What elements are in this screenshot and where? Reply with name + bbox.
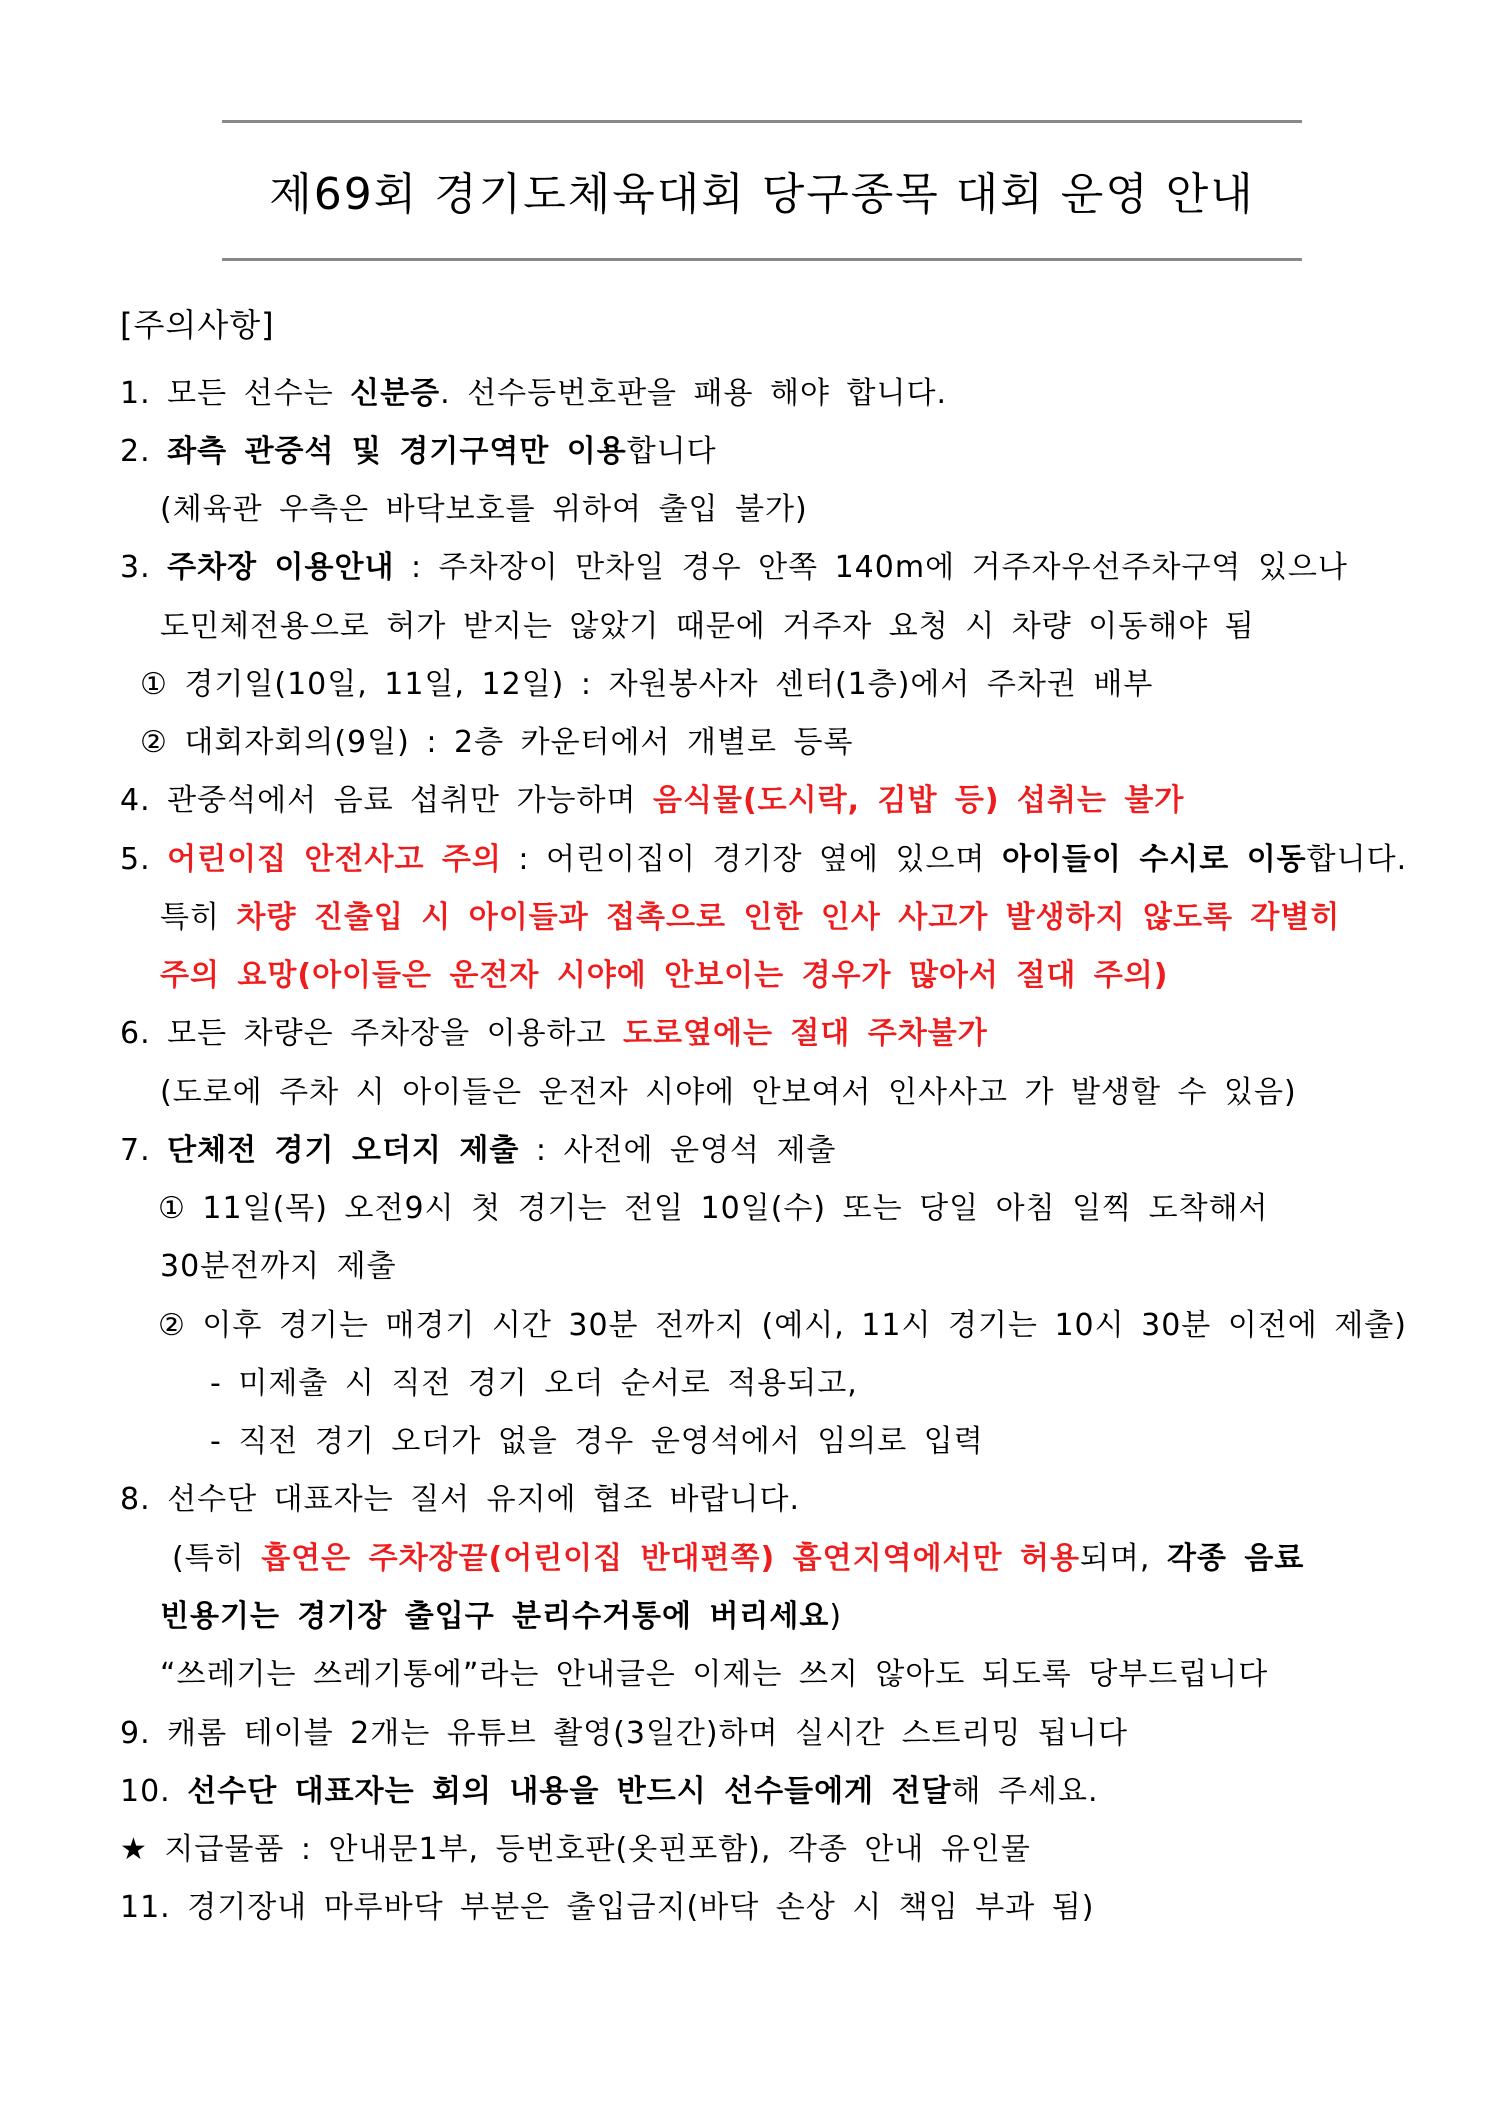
item-8-bold: 각종 음료 (1166, 1541, 1305, 1576)
item-6-red: 도로옆에는 절대 주차불가 (623, 1016, 988, 1051)
item-1-bold: 신분증 (350, 376, 441, 411)
item-9: 9. 캐롬 테이블 2개는 유튜브 촬영(3일간)하며 실시간 스트리밍 됩니다 (120, 1716, 1128, 1751)
item-5 (120, 840, 1407, 880)
item-4 (120, 781, 1184, 821)
item-3-num: 3. (120, 550, 168, 585)
item-10-num: 10. (120, 1774, 188, 1809)
item-7-dash1: - 미제출 시 직전 경기 오더 순서로 적용되고, (210, 1366, 858, 1401)
item-10 (120, 1772, 1098, 1812)
item-7-sub1-cont: 30분전까지 제출 (160, 1249, 397, 1284)
item-5-bold: 아이들이 수시로 이동 (1001, 842, 1307, 877)
item-1-text: 1. 모든 선수는 (120, 376, 351, 411)
item-7-sub1: ① 11일(목) 오전9시 첫 경기는 전일 10일(수) 또는 당일 아침 일찍 도착해서 (158, 1191, 1269, 1226)
item-7-bold: 단체전 경기 오더지 제출 (167, 1133, 520, 1168)
item-8-line3-close: ) (829, 1599, 843, 1634)
item-8: 8. 선수단 대표자는 질서 유지에 협조 바랍니다. (120, 1482, 801, 1517)
item-7-text: : 사전에 운영석 제출 (519, 1133, 837, 1168)
item-3-sub1: ① 경기일(10일, 11일, 12일) : 자원봉사자 센터(1층)에서 주차권 배부 (140, 667, 1154, 702)
item-8-red: 흡연은 주차장끝(어린이집 반대편쪽) 흡연지역에서만 허용 (261, 1541, 1080, 1576)
item-1-text-end: . 선수등번호판을 패용 해야 합니다. (440, 376, 948, 411)
item-7-sub2: ② 이후 경기는 매경기 시간 30분 전까지 (예시, 11시 경기는 10시 30분 이전에 제출) (158, 1308, 1407, 1343)
item-5-line3 (160, 956, 1168, 996)
item-2 (120, 432, 717, 472)
item-6-text: 6. 모든 차량은 주차장을 이용하고 (120, 1016, 624, 1051)
item-2-bold: 좌측 관중석 및 경기구역만 이용 (167, 434, 627, 469)
item-10-text-end: 해 주세요. (951, 1774, 1099, 1809)
item-8-line3-bold: 빈용기는 경기장 출입구 분리수거통에 버리세요 (160, 1599, 830, 1634)
item-5-line2-text: 특히 (160, 900, 237, 935)
item-3-line2: 도민체전용으로 허가 받지는 않았기 때문에 거주자 요청 시 차량 이동해야 됨 (160, 609, 1255, 644)
supplies-note: ★ 지급물품 : 안내문1부, 등번호판(옷핀포함), 각종 안내 유인물 (120, 1832, 1031, 1867)
item-1 (120, 374, 947, 414)
item-5-line2 (160, 898, 1340, 938)
item-8-line4: “쓰레기는 쓰레기통에”라는 안내글은 이제는 쓰지 않아도 되도록 당부드립니다 (160, 1657, 1269, 1692)
item-6 (120, 1014, 988, 1054)
item-8-line2 (172, 1539, 1304, 1579)
item-3-sub2: ② 대회자회의(9일) : 2층 카운터에서 개별로 등록 (140, 725, 854, 760)
title-top-rule (222, 120, 1302, 123)
item-11: 11. 경기장내 마루바닥 부분은 출입금지(바닥 손상 시 책임 부과 됨) (120, 1890, 1095, 1925)
item-7 (120, 1131, 836, 1171)
item-5-num: 5. (120, 842, 168, 877)
item-5-text-end: 합니다. (1306, 842, 1408, 877)
item-5-text: : 어린이집이 경기장 옆에 있으며 (501, 842, 1002, 877)
item-8-line2-text2: 되며, (1079, 1541, 1167, 1576)
item-3-bold: 주차장 이용안내 (167, 550, 395, 585)
item-5-line3-red: 주의 요망(아이들은 운전자 시야에 안보이는 경우가 많아서 절대 주의) (160, 958, 1169, 993)
item-2-num: 2. (120, 434, 168, 469)
title-bottom-rule (222, 258, 1302, 261)
document-title: 제69회 경기도체육대회 당구종목 대회 운영 안내 (269, 169, 1255, 220)
item-5-line2-red: 차량 진출입 시 아이들과 접촉으로 인한 인사 사고가 발생하지 않도록 각별히 (236, 900, 1341, 935)
item-5-red: 어린이집 안전사고 주의 (167, 842, 502, 877)
item-8-line3 (160, 1597, 842, 1637)
item-7-dash2: - 직전 경기 오더가 없을 경우 운영석에서 임의로 입력 (210, 1424, 984, 1459)
item-10-bold: 선수단 대표자는 회의 내용을 반드시 선수들에게 전달 (187, 1774, 952, 1809)
item-6-note: (도로에 주차 시 아이들은 운전자 시야에 안보여서 인사사고 가 발생할 수 있음) (160, 1075, 1297, 1110)
item-4-red: 음식물(도시락, 김밥 등) 섭취는 불가 (653, 783, 1185, 818)
item-7-num: 7. (120, 1133, 168, 1168)
section-title: [주의사항] (120, 306, 275, 344)
item-2-text-end: 합니다 (626, 434, 717, 469)
item-3 (120, 548, 1348, 588)
item-2-note: (체육관 우측은 바닥보호를 위하여 출입 불가) (160, 492, 808, 527)
item-8-line2-text: (특히 (172, 1541, 262, 1576)
item-3-text: : 주차장이 만차일 경우 안쪽 140m에 거주자우선주차구역 있으나 (394, 550, 1348, 585)
item-4-text: 4. 관중석에서 음료 섭취만 가능하며 (120, 783, 654, 818)
